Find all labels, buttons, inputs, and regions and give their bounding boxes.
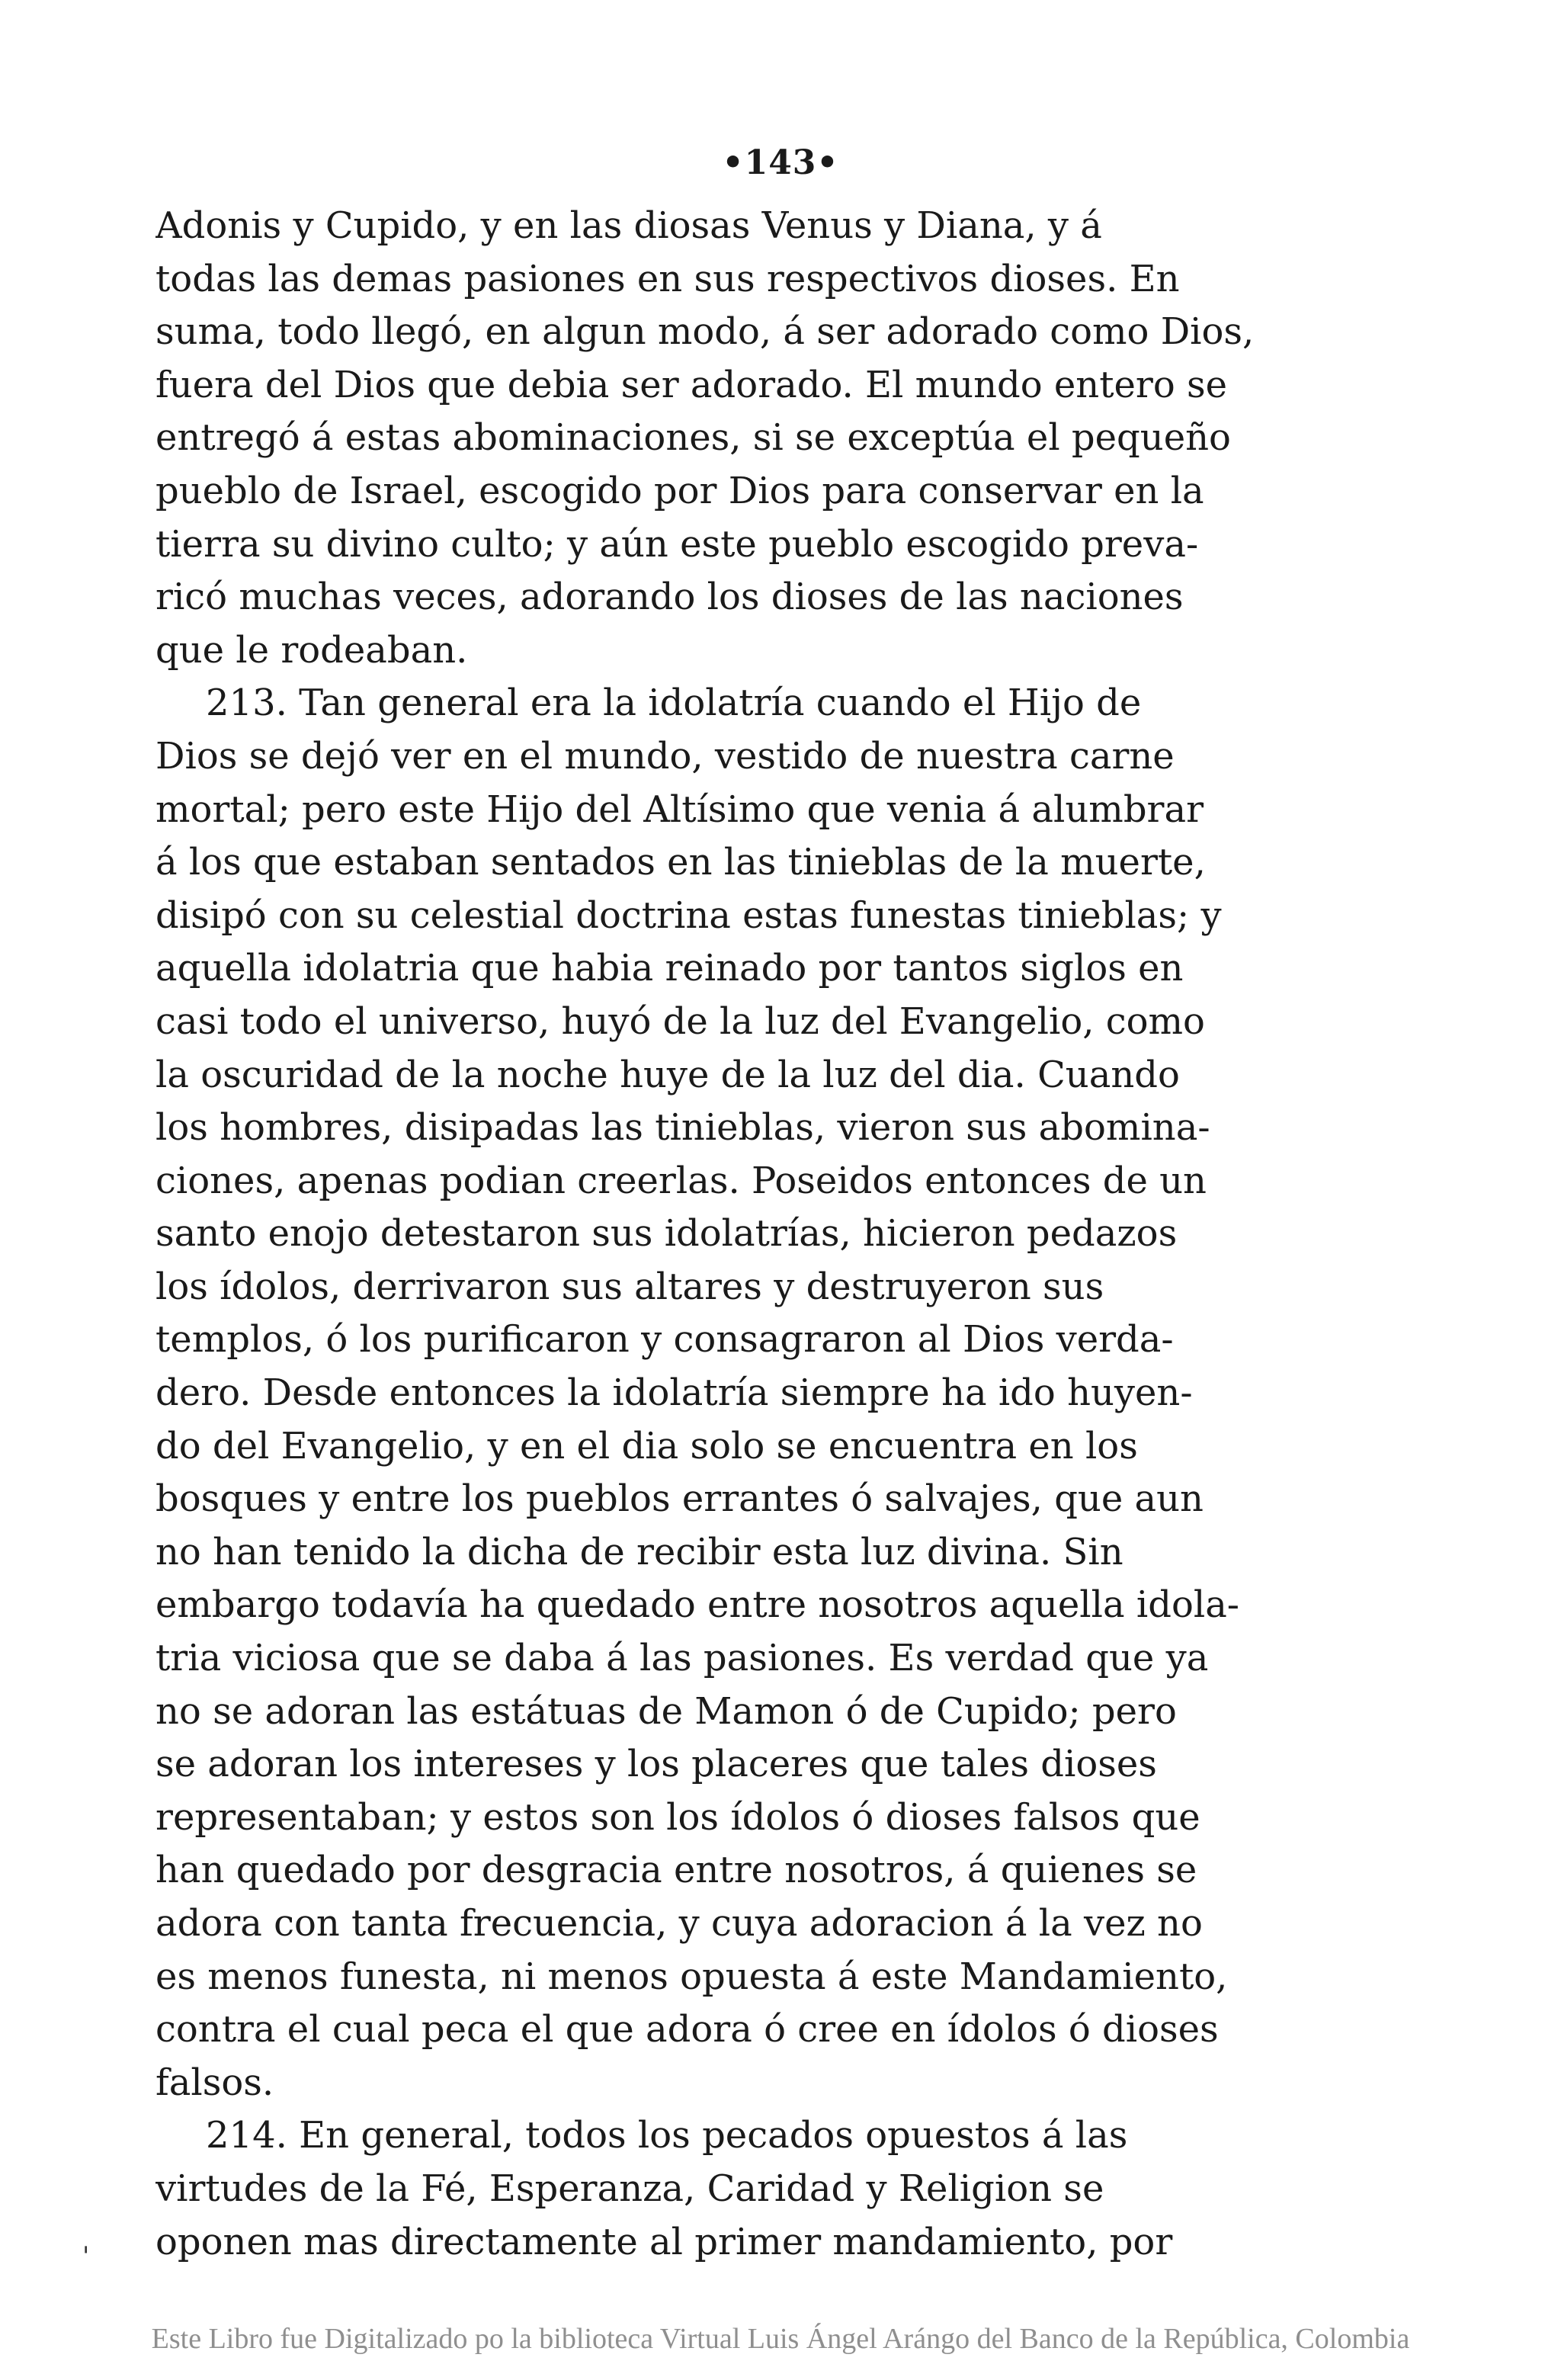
text-line: no se adoran las estátuas de Mamon ó de Cupido; pero	[155, 1689, 1177, 1733]
text-line: los ídolos, derrivaron sus altares y destruyeron sus	[155, 1265, 1104, 1308]
text-line: tria viciosa que se daba á las pasiones. Es verdad que ya	[155, 1637, 1209, 1680]
text-line: han quedado por desgracia entre nosotros, á quienes se	[155, 1849, 1197, 1892]
paragraph-213-start: 213. Tan general era la idolatría cuando el Hijo de	[206, 682, 1142, 725]
text-line: tierra su divino culto; y aún este pueblo escogido preva-	[155, 522, 1199, 566]
text-line: do del Evangelio, y en el dia solo se encuentra en los	[155, 1424, 1138, 1467]
text-line: adora con tanta frecuencia, y cuya adoracion á la vez no	[155, 1902, 1203, 1945]
text-line: los hombres, disipadas las tinieblas, vieron sus abomina-	[155, 1106, 1210, 1150]
digitization-footer: Este Libro fue Digitalizado po la biblioteca Virtual Luis Ángel Arángo del Banco de la República, Colombia	[151, 2323, 1410, 2355]
text-line: casi todo el universo, huyó de la luz del Evangelio, como	[155, 999, 1205, 1043]
text-line: la oscuridad de la noche huye de la luz del dia. Cuando	[155, 1053, 1180, 1096]
text-line: á los que estaban sentados en las tinieblas de la muerte,	[155, 841, 1206, 884]
page-number: •143•	[722, 143, 839, 182]
text-line: contra el cual peca el que adora ó cree en ídolos ó dioses	[155, 2008, 1219, 2051]
text-line: templos, ó los purificaron y consagraron al Dios verda-	[155, 1318, 1174, 1362]
text-line: embargo todavía ha quedado entre nosotros aquella idola-	[155, 1583, 1240, 1627]
text-line: aquella idolatria que habia reinado por tantos siglos en	[155, 947, 1184, 990]
margin-mark: '	[82, 2241, 90, 2272]
text-line: mortal; pero este Hijo del Altísimo que venia á alumbrar	[155, 787, 1204, 831]
text-line: ricó muchas veces, adorando los dioses de las naciones	[155, 576, 1184, 619]
text-line: suma, todo llegó, en algun modo, á ser adorado como Dios,	[155, 310, 1255, 354]
text-line: pueblo de Israel, escogido por Dios para conservar en la	[155, 469, 1204, 512]
text-line: representaban; y estos son los ídolos ó dioses falsos que	[155, 1795, 1200, 1839]
text-line: dero. Desde entonces la idolatría siempre ha ido huyen-	[155, 1371, 1193, 1415]
text-line: disipó con su celestial doctrina estas funestas tinieblas; y	[155, 893, 1222, 937]
text-line: entregó á estas abominaciones, si se exceptúa el pequeño	[155, 416, 1231, 460]
text-line: no han tenido la dicha de recibir esta luz divina. Sin	[155, 1530, 1123, 1573]
text-line: fuera del Dios que debia ser adorado. El mundo entero se	[155, 363, 1228, 406]
text-line: santo enojo detestaron sus idolatrías, hicieron pedazos	[155, 1212, 1178, 1256]
text-line: virtudes de la Fé, Esperanza, Caridad y Religion se	[155, 2167, 1104, 2210]
text-line: es menos funesta, ni menos opuesta á este Mandamiento,	[155, 1955, 1228, 1998]
text-line: Dios se dejó ver en el mundo, vestido de nuestra carne	[155, 734, 1175, 778]
text-line: oponen mas directamente al primer mandamiento, por	[155, 2220, 1173, 2263]
paragraph-214-start: 214. En general, todos los pecados opuestos á las	[206, 2114, 1128, 2157]
text-line: ciones, apenas podian creerlas. Poseidos entonces de un	[155, 1159, 1207, 1202]
body-text	[155, 200, 1372, 2269]
text-line: todas las demas pasiones en sus respectivos dioses. En	[155, 257, 1180, 300]
text-line: bosques y entre los pueblos errantes ó salvajes, que aun	[155, 1477, 1204, 1521]
text-line: falsos.	[155, 2061, 274, 2104]
text-line: Adonis y Cupido, y en las diosas Venus y Diana, y á	[155, 204, 1102, 247]
text-line: que le rodeaban.	[155, 628, 468, 672]
text-line: se adoran los intereses y los placeres que tales dioses	[155, 1743, 1157, 1786]
